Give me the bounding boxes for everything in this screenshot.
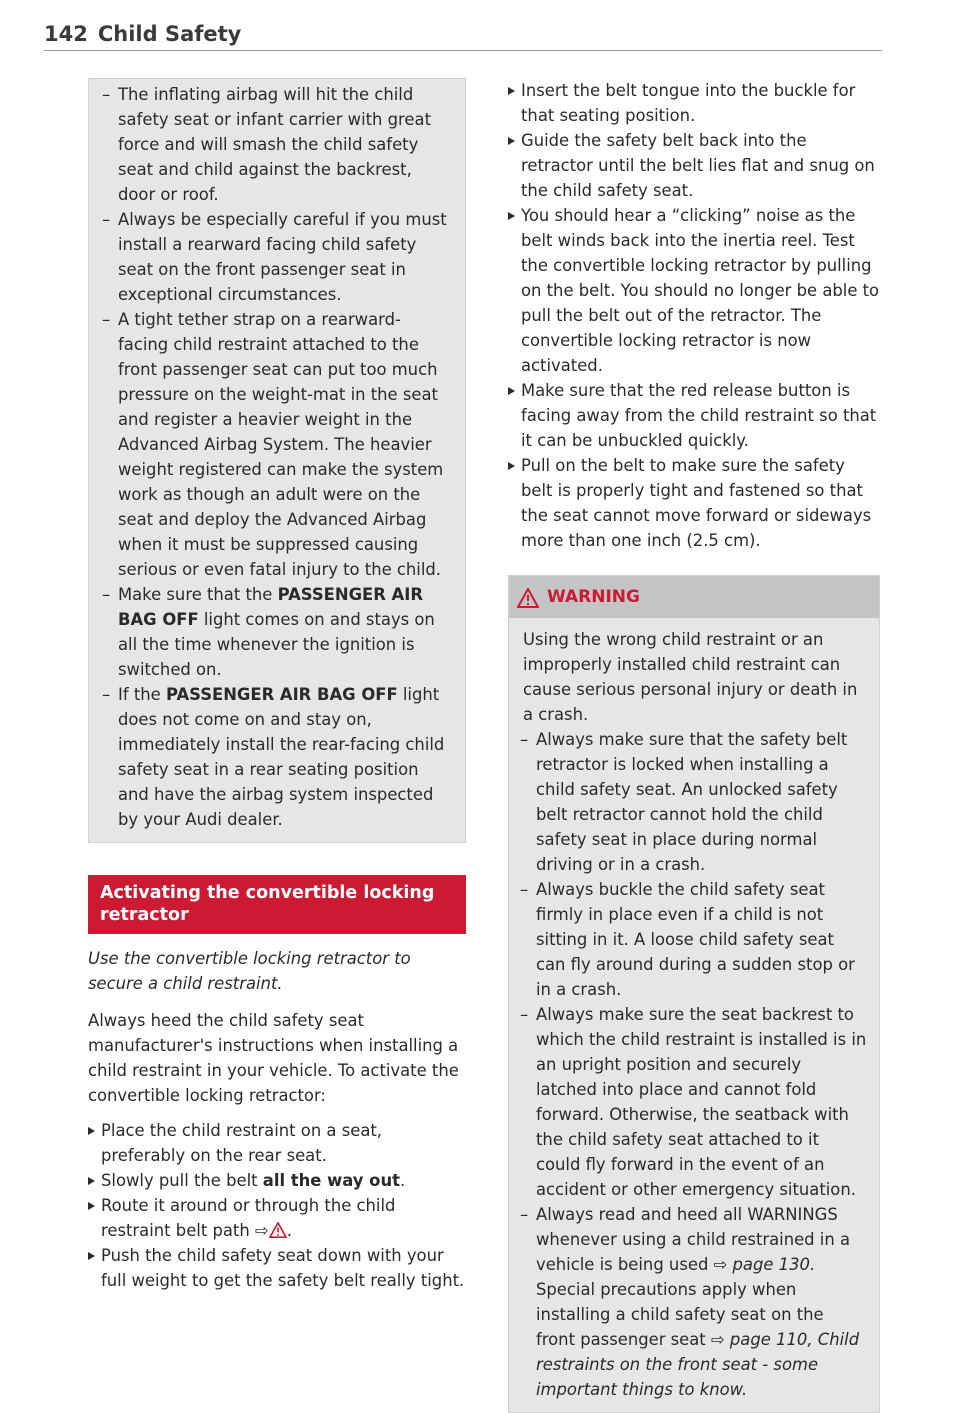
step-item: Place the child restraint on a seat, preferably on the rear seat. <box>88 1118 466 1168</box>
list-item: – Always make sure that the safety belt retractor is locked when installing a child safety seat. An unlocked safety belt retractor cannot hold the child safety seat in place during normal driving or in a crash. <box>523 727 867 877</box>
warning-box <box>508 575 880 1413</box>
body-paragraph: Always heed the child safety seat manufacturer's instructions when installing a child restraint in your vehicle. To activate the convertible locking retractor: <box>88 1011 459 1105</box>
section-title: Activating the convertible locking retractor <box>88 875 466 934</box>
list-item: – Always make sure the seat backrest to which the child restraint is installed is in an upright position and securely latched into place and cannot fold forward. Otherwise, the seatback with the child safety seat attached to it could fly forward in the event of an accident or other emergency situation. <box>523 1002 867 1202</box>
list-item: – If the PASSENGER AIR BAG OFF light does not come on and stay on, immediately install the rear-facing child safety seat in a rear seating position and have the airbag system inspected by your Audi dealer. <box>105 682 451 832</box>
page-reference-link[interactable]: ⇨ page 130. <box>713 1255 816 1274</box>
section-name: Child Safety <box>97 22 242 46</box>
step-item: Guide the safety belt back into the retractor until the belt lies flat and snug on the child safety seat. <box>508 128 880 203</box>
list-item: – Always be especially careful if you must install a rearward facing child safety seat on the front passenger seat in exceptional circumstances. <box>105 207 451 307</box>
step-item: Push the child safety seat down with your full weight to get the safety belt really tight. <box>88 1243 466 1293</box>
reference-arrow[interactable]: ⇨ <box>254 1221 269 1240</box>
page-header <box>44 22 882 51</box>
warning-title: WARNING <box>547 587 640 607</box>
left-column <box>88 78 466 1293</box>
step-item: Insert the belt tongue into the buckle for that seating position. <box>508 78 880 128</box>
section-intro: Use the convertible locking retractor to secure a child restraint. <box>88 949 411 993</box>
instruction-steps <box>88 1118 466 1293</box>
step-item: Pull on the belt to make sure the safety belt is properly tight and fastened so that the seat cannot move forward or sideways more than one inch (2.5 cm). <box>508 453 880 553</box>
instruction-steps <box>508 78 880 553</box>
warning-body <box>509 618 879 1412</box>
warning-triangle-icon <box>517 588 539 608</box>
list-item: – A tight tether strap on a rearward-facing child restraint attached to the front passenger seat can put too much pressure on the weight-mat in the seat and register a heavier weight in the Advanced Airbag System. The heavier weight registered can make the system work as though an adult were on the seat and deploy the Advanced Airbag when it must be suppressed causing serious or even fatal injury to the child. <box>105 307 451 582</box>
page-number: 142 <box>44 22 88 46</box>
step-item: Make sure that the red release button is facing away from the child restraint so that it can be unbuckled quickly. <box>508 378 880 453</box>
page-reference-link[interactable]: ⇨ page 110, Child restraints on the front seat - some important things to know. <box>536 1330 860 1399</box>
airbag-caution-box <box>88 78 466 843</box>
warning-triangle-icon <box>269 1222 287 1238</box>
list-item: – The inflating airbag will hit the child safety seat or infant carrier with great force and will smash the child safety seat and child against the backrest, door or roof. <box>105 82 451 207</box>
step-item: Route it around or through the child restraint belt path ⇨ . <box>88 1193 466 1243</box>
list-item: – Always read and heed all WARNINGS whenever using a child restrained in a vehicle is being used ⇨ page 130. Special precautions apply when installing a child safety seat on the front passenger seat ⇨ page 110, Child restraints on the front seat - some important things to know. <box>523 1202 867 1402</box>
list-item: – Always buckle the child safety seat firmly in place even if a child is not sitting in it. A loose child safety seat can fly around during a sudden stop or in a crash. <box>523 877 867 1002</box>
warning-intro: Using the wrong child restraint or an improperly installed child restraint can cause serious personal injury or death in a crash. <box>523 630 858 724</box>
right-column <box>508 78 880 1413</box>
warning-header <box>509 576 879 618</box>
step-item: Slowly pull the belt all the way out. <box>88 1168 466 1193</box>
step-item: You should hear a “clicking” noise as the belt winds back into the inertia reel. Test the convertible locking retractor by pulling on the belt. You should no longer be able to pull the belt out of the retractor. The convertible locking retractor is now activated. <box>508 203 880 378</box>
list-item: – Make sure that the PASSENGER AIR BAG OFF light comes on and stays on all the time whenever the ignition is switched on. <box>105 582 451 682</box>
